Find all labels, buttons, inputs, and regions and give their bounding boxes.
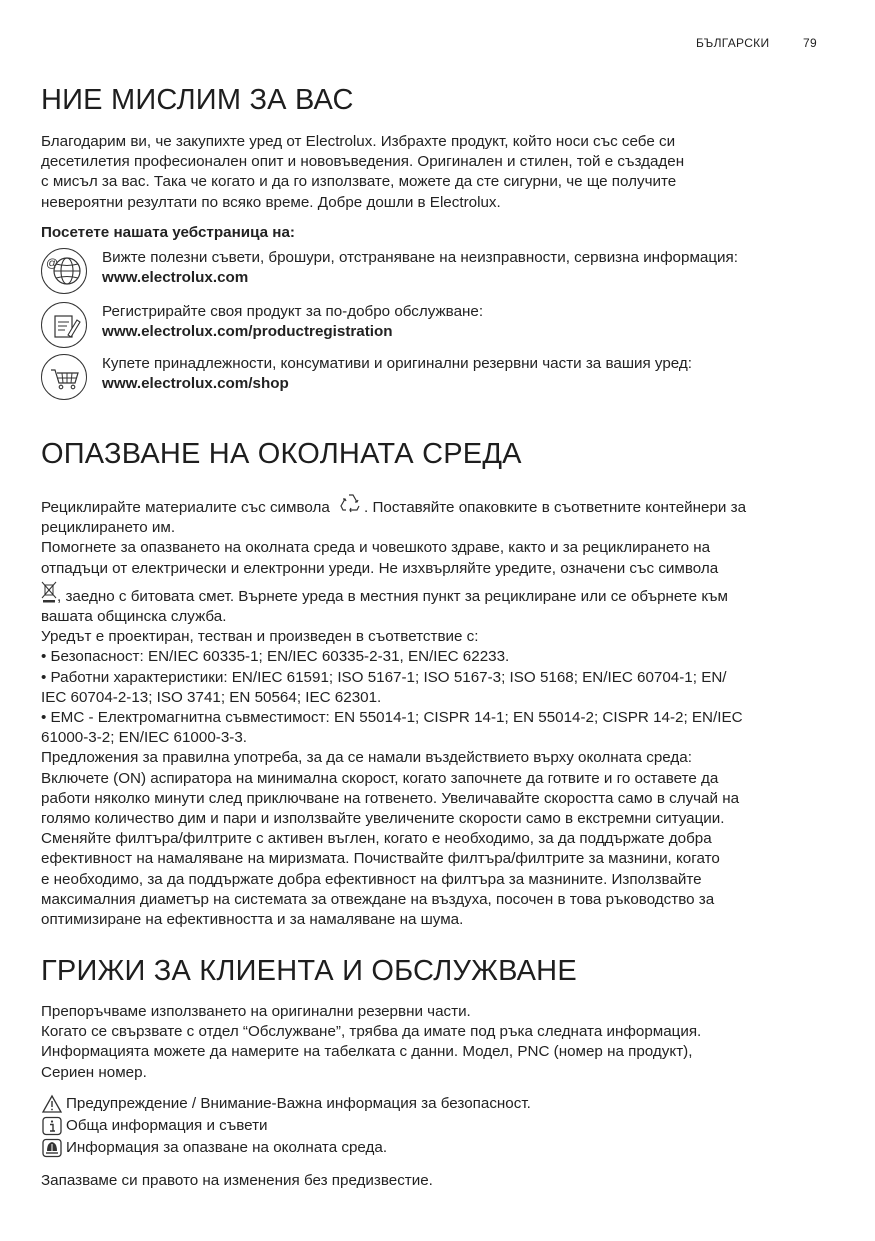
- text-line: голямо количество дим и пари и използвайте увеличените скорости само в екстремни ситуации.: [41, 810, 725, 828]
- text-line: Предложения за правилна употреба, за да се намали въздействието върху околната среда:: [41, 749, 692, 767]
- text-line: Помогнете за опазването на околната среда и човешкото здраве, както и за рециклирането на: [41, 539, 711, 557]
- recycle-text-before: Рециклирайте материалите със символа: [41, 499, 330, 516]
- disclaimer: Запазваме си правото на изменения без предизвестие.: [41, 1172, 433, 1189]
- text-line: работи няколко минути след приключване на готвенето. Увеличавайте скоростта само в случай на: [41, 789, 740, 807]
- section-title-customer-care: ГРИЖИ ЗА КЛИЕНТА И ОБСЛУЖВАНЕ: [41, 955, 577, 987]
- intro-paragraph: [41, 132, 816, 213]
- header-language: БЪЛГАРСКИ: [696, 36, 770, 50]
- environment-icon: [41, 1138, 63, 1158]
- legend-item-warning: [41, 1093, 531, 1115]
- registration-link[interactable]: www.electrolux.com/productregistration: [102, 323, 393, 341]
- section-title-we-think-of-you: НИЕ МИСЛИМ ЗА ВАС: [41, 84, 354, 116]
- text-line: • Работни характеристики: EN/IEC 61591; ISO 5167-1; ISO 5167-3; ISO 5168; EN/IEC 60704-1; EN/: [41, 668, 727, 686]
- text-line: е необходимо, за да поддържате добра ефективност на филтъра за мазнините. Използвайте: [41, 870, 702, 888]
- link-description: Вижте полезни съвети, брошури, отстраняване на неизправности, сервизна информация:: [102, 249, 738, 266]
- legend-text: Информация за опазване на околната среда.: [66, 1139, 388, 1156]
- text-line: оптимизиране на ефективността и за намаляване на шума.: [41, 911, 464, 929]
- text-line: IEC 60704-2-13; ISO 3741; EN 50564; IEC 62301.: [41, 688, 382, 706]
- customer-care-paragraph: [41, 1002, 816, 1083]
- text-line: Когато се свързвате с отдел “Обслужване”, трябва да имате под ръка следната информация.: [41, 1023, 702, 1041]
- text-line: рециклирането им.: [41, 519, 176, 537]
- link-row-shop: [41, 354, 821, 404]
- crossed-out-bin-icon: [41, 581, 57, 603]
- support-link[interactable]: www.electrolux.com: [102, 269, 249, 287]
- text-line: Уредът е проектиран, тестван и произведен в съответствие с:: [41, 628, 479, 646]
- section-title-environment: ОПАЗВАНЕ НА ОКОЛНАТА СРЕДА: [41, 438, 522, 470]
- environment-paragraph: [41, 492, 816, 930]
- text-line: Информацията можете да намерите на табелката с данни. Модел, PNC (номер на продукт),: [41, 1043, 693, 1061]
- legend-item-environment: [41, 1137, 531, 1159]
- text-line: Сменяйте филтъра/филтрите с активен въглен, когато е необходимо, за да поддържате добра: [41, 830, 712, 848]
- shop-link[interactable]: www.electrolux.com/shop: [102, 375, 289, 393]
- page-number: 79: [803, 36, 817, 50]
- text-line: Включете (ON) аспиратора на минимална скорост, когато започнете да готвите и го оставете да: [41, 769, 719, 787]
- recycle-text-after: . Поставяйте опаковките в съответните контейнери за: [364, 499, 747, 516]
- link-row-support: [41, 248, 821, 298]
- text-line: • EMC - Електромагнитна съвместимост: EN 55014-1; CISPR 14-1; EN 55014-2; CISPR 14-2; EN/IEC: [41, 709, 743, 727]
- recycle-icon: [339, 492, 363, 514]
- info-icon: [41, 1116, 63, 1136]
- legend-text: Обща информация и съвети: [66, 1117, 268, 1134]
- text-line: [41, 492, 816, 518]
- text-line: Сериен номер.: [41, 1063, 147, 1081]
- link-description: Купете принадлежности, консумативи и оригинални резервни части за вашия уред:: [102, 355, 692, 372]
- registration-icon: [41, 302, 87, 348]
- shopping-cart-icon: [41, 354, 87, 400]
- globe-icon: [41, 248, 87, 294]
- text-line: , заедно с битовата смет. Върнете уреда в местния пункт за рециклиране или се обърнете към: [57, 587, 728, 605]
- page-header: [696, 36, 817, 50]
- visit-website-heading: Посетете нашата уебстраница на:: [41, 224, 295, 241]
- link-description: Регистрирайте своя продукт за по-добро обслужване:: [102, 303, 484, 320]
- legend-item-info: [41, 1115, 531, 1137]
- text-line: максималния диаметър на системата за отвеждане на въздуха, посочен в това ръководство за: [41, 890, 715, 908]
- intro-line: Благодарим ви, че закупихте уред от Electrolux. Избрахте продукт, който носи със себе си: [41, 133, 676, 150]
- intro-line: с мисъл за вас. Така че когато и да го използвате, можете да сте сигурни, че ще получите: [41, 173, 677, 191]
- text-line: отпадъци от електрически и електронни уреди. Не изхвърляйте уредите, означени със символа: [41, 559, 719, 577]
- text-line: Препоръчваме използването на оригинални резервни части.: [41, 1003, 471, 1020]
- symbol-legend: [41, 1093, 531, 1159]
- intro-line: десетилетия професионален опит и нововъведения. Оригинален и стилен, той е създаден: [41, 153, 685, 171]
- intro-line: невероятни резултати по всяко време. Добре дошли в Electrolux.: [41, 193, 501, 211]
- svg-text:@: @: [46, 256, 59, 270]
- text-line: ефективност на намаляване на миризмата. Почиствайте филтъра/филтрите за мазнини, когато: [41, 850, 720, 868]
- legend-text: Предупреждение / Внимание-Важна информация за безопасност.: [66, 1095, 531, 1112]
- text-line: 61000-3-2; EN/IEC 61000-3-3.: [41, 729, 247, 747]
- text-line: [41, 581, 816, 607]
- text-line: вашата общинска служба.: [41, 608, 227, 626]
- link-row-registration: [41, 302, 821, 352]
- warning-icon: [41, 1094, 63, 1114]
- text-line: • Безопасност: EN/IEC 60335-1; EN/IEC 60335-2-31, EN/IEC 62233.: [41, 648, 510, 666]
